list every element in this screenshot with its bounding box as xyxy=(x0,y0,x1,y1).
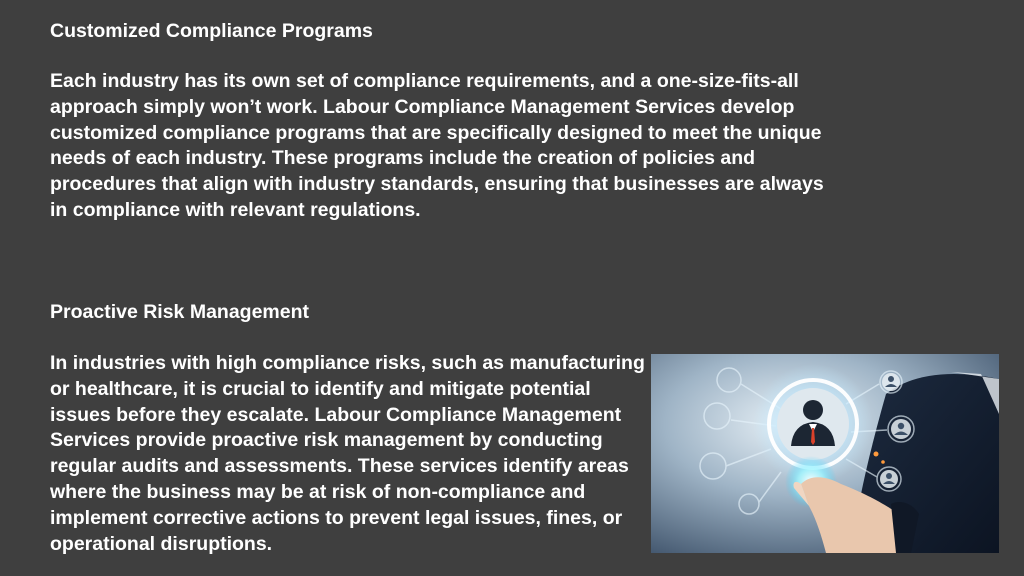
section-body-customized-compliance: Each industry has its own set of compliance requirements, and a one-size-fits-all approach simply won’t work. Labour Compliance Management Services develop customized compliance programs that are specifically designed to meet the unique needs of each industry. These programs include the creation of policies and procedures that align with industry standards, ensuring that businesses are always in compliance with relevant regulations. xyxy=(50,70,824,221)
section-body-proactive-risk: In industries with high compliance risks, such as manufacturing or healthcare, it is crucial to identify and mitigate potential issues before they escalate. Labour Compliance Management Services provide proactive risk management by conducting regular audits and assessments. These services identify areas where the business may be at risk of non-compliance and implement corrective actions to prevent legal issues, fines, or operational disruptions. xyxy=(50,352,645,555)
section-title-customized-compliance: Customized Compliance Programs xyxy=(50,20,373,42)
spark-dot xyxy=(874,452,879,457)
photo-illustration xyxy=(651,354,999,553)
hand-touching-network-photo xyxy=(651,354,999,553)
spark-dot xyxy=(881,460,885,464)
section-title-proactive-risk: Proactive Risk Management xyxy=(50,301,310,323)
